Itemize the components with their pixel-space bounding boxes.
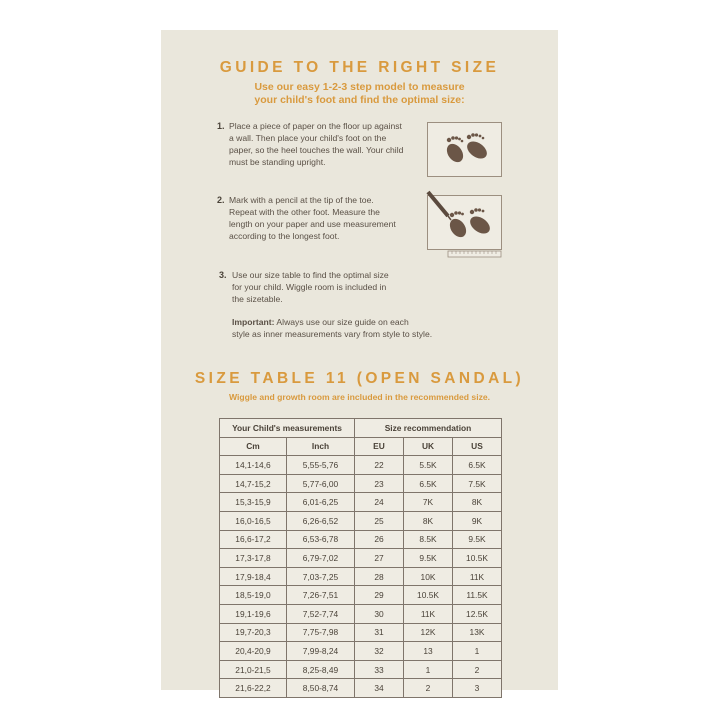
guide-title: GUIDE TO THE RIGHT SIZE <box>219 59 500 76</box>
cm-cell: 21,6-22,2 <box>220 679 287 698</box>
us-cell: 1 <box>453 642 502 661</box>
step-1-line: a wall. Then place your child's foot on the <box>229 133 387 143</box>
column-header-uk: UK <box>404 437 453 456</box>
uk-cell: 13 <box>404 642 453 661</box>
eu-cell: 33 <box>355 660 404 679</box>
us-cell: 7.5K <box>453 474 502 493</box>
us-cell: 6.5K <box>453 456 502 475</box>
step-3-line: for your child. Wiggle room is included in <box>232 282 387 292</box>
step-2-line: Mark with a pencil at the tip of the toe. <box>229 195 374 205</box>
step-2-illustration <box>427 195 502 250</box>
uk-cell: 5.5K <box>404 456 453 475</box>
eu-cell: 29 <box>355 586 404 605</box>
column-header-us: US <box>453 437 502 456</box>
column-header-inch: Inch <box>287 437 355 456</box>
step-1-line: paper, so the heel touches the wall. Your child <box>229 145 404 155</box>
inch-cell: 7,75-7,98 <box>287 623 355 642</box>
size-table-title: SIZE TABLE 11 (OPEN SANDAL) <box>194 370 525 387</box>
step-3-number: 3. <box>219 270 227 280</box>
table-row <box>220 549 502 568</box>
inch-cell: 7,03-7,25 <box>287 567 355 586</box>
table-row <box>220 623 502 642</box>
step-2-number: 2. <box>217 195 225 205</box>
size-table-subtitle: Wiggle and growth room are included in the recommended size. <box>228 392 491 402</box>
step-1-line: Place a piece of paper on the floor up against <box>229 121 402 131</box>
eu-cell: 32 <box>355 642 404 661</box>
uk-cell: 11K <box>404 604 453 623</box>
cm-cell: 16,0-16,5 <box>220 511 287 530</box>
table-row <box>220 660 502 679</box>
us-cell: 9.5K <box>453 530 502 549</box>
uk-cell: 7K <box>404 493 453 512</box>
table-row <box>220 567 502 586</box>
eu-cell: 30 <box>355 604 404 623</box>
cm-cell: 14,7-15,2 <box>220 474 287 493</box>
step-1-line: must be standing upright. <box>229 157 326 167</box>
inch-cell: 6,01-6,25 <box>287 493 355 512</box>
size-table-group-header-row <box>220 419 502 438</box>
eu-cell: 27 <box>355 549 404 568</box>
eu-cell: 26 <box>355 530 404 549</box>
eu-cell: 34 <box>355 679 404 698</box>
uk-cell: 12K <box>404 623 453 642</box>
inch-cell: 8,25-8,49 <box>287 660 355 679</box>
table-row <box>220 642 502 661</box>
step-2-text <box>229 194 396 242</box>
uk-cell: 8K <box>404 511 453 530</box>
table-row <box>220 456 502 475</box>
step-3-line: Use our size table to find the optimal size <box>232 270 389 280</box>
step-1-illustration <box>427 122 502 177</box>
size-table <box>219 418 502 698</box>
cm-cell: 16,6-17,2 <box>220 530 287 549</box>
step-2-line: Repeat with the other foot. Measure the <box>229 207 380 217</box>
important-note <box>232 316 432 340</box>
cm-cell: 18,5-19,0 <box>220 586 287 605</box>
guide-subtitle-line-2: your child's foot and find the optimal size: <box>254 94 465 106</box>
uk-cell: 2 <box>404 679 453 698</box>
step-2-line: length on your paper and use measurement <box>229 219 396 229</box>
inch-cell: 5,55-5,76 <box>287 456 355 475</box>
size-table-column-header-row <box>220 437 502 456</box>
inch-cell: 6,53-6,78 <box>287 530 355 549</box>
table-row <box>220 493 502 512</box>
eu-cell: 23 <box>355 474 404 493</box>
column-header-eu: EU <box>355 437 404 456</box>
guide-subtitle-line-1: Use our easy 1-2-3 step model to measure <box>254 81 465 93</box>
important-line-1: Always use our size guide on each <box>276 317 409 327</box>
us-cell: 10.5K <box>453 549 502 568</box>
step-1-text <box>229 120 403 168</box>
us-cell: 11K <box>453 567 502 586</box>
us-cell: 13K <box>453 623 502 642</box>
us-cell: 8K <box>453 493 502 512</box>
us-cell: 11.5K <box>453 586 502 605</box>
eu-cell: 31 <box>355 623 404 642</box>
uk-cell: 8.5K <box>404 530 453 549</box>
cm-cell: 21,0-21,5 <box>220 660 287 679</box>
cm-cell: 15,3-15,9 <box>220 493 287 512</box>
eu-cell: 22 <box>355 456 404 475</box>
important-label: Important: <box>232 317 275 327</box>
table-row <box>220 586 502 605</box>
inch-cell: 7,99-8,24 <box>287 642 355 661</box>
cm-cell: 19,7-20,3 <box>220 623 287 642</box>
inch-cell: 6,79-7,02 <box>287 549 355 568</box>
us-cell: 12.5K <box>453 604 502 623</box>
inch-cell: 8,50-8,74 <box>287 679 355 698</box>
us-cell: 9K <box>453 511 502 530</box>
us-cell: 3 <box>453 679 502 698</box>
uk-cell: 10.5K <box>404 586 453 605</box>
uk-cell: 9.5K <box>404 549 453 568</box>
eu-cell: 28 <box>355 567 404 586</box>
eu-cell: 25 <box>355 511 404 530</box>
uk-cell: 6.5K <box>404 474 453 493</box>
column-header-cm: Cm <box>220 437 287 456</box>
footprints-icon <box>428 123 501 176</box>
group-header-size-recommendation: Size recommendation <box>355 419 502 438</box>
pencil-footprints-icon <box>428 196 501 258</box>
group-header-measurements: Your Child's measurements <box>220 419 355 438</box>
cm-cell: 17,3-17,8 <box>220 549 287 568</box>
uk-cell: 1 <box>404 660 453 679</box>
guide-subtitle <box>161 81 558 107</box>
table-row <box>220 679 502 698</box>
eu-cell: 24 <box>355 493 404 512</box>
table-row <box>220 530 502 549</box>
uk-cell: 10K <box>404 567 453 586</box>
cm-cell: 14,1-14,6 <box>220 456 287 475</box>
cm-cell: 20,4-20,9 <box>220 642 287 661</box>
inch-cell: 7,52-7,74 <box>287 604 355 623</box>
inch-cell: 5,77-6,00 <box>287 474 355 493</box>
important-line-2: style as inner measurements vary from style to style. <box>232 329 433 339</box>
inch-cell: 6,26-6,52 <box>287 511 355 530</box>
cm-cell: 19,1-19,6 <box>220 604 287 623</box>
us-cell: 2 <box>453 660 502 679</box>
step-3-text <box>232 269 389 305</box>
table-row <box>220 511 502 530</box>
step-1-number: 1. <box>217 121 225 131</box>
cm-cell: 17,9-18,4 <box>220 567 287 586</box>
inch-cell: 7,26-7,51 <box>287 586 355 605</box>
step-3-line: the sizetable. <box>232 294 283 304</box>
table-row <box>220 474 502 493</box>
step-2-line: according to the longest foot. <box>229 231 340 241</box>
table-row <box>220 604 502 623</box>
